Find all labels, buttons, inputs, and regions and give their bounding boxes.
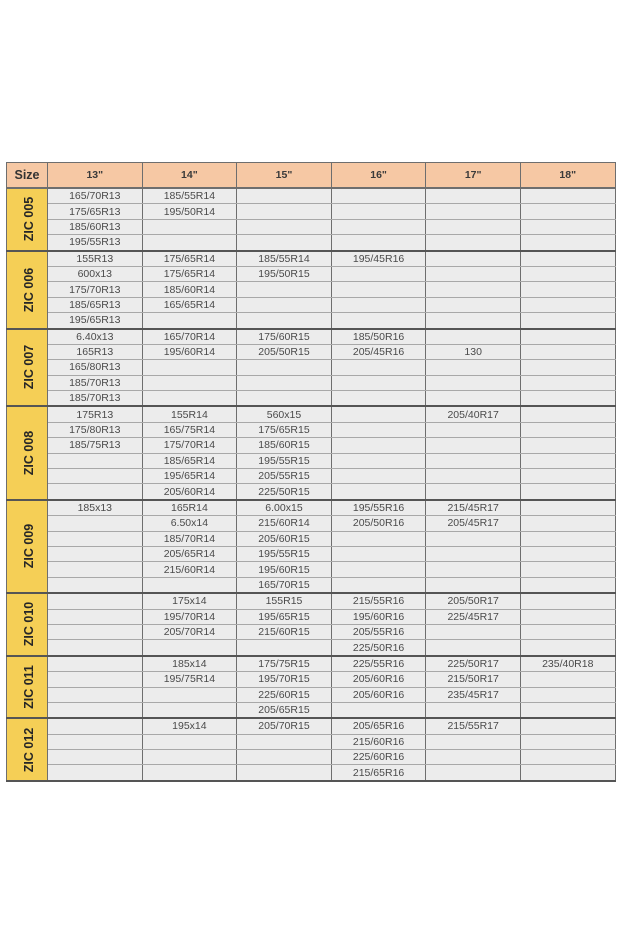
- size-cell: 225/50R15: [237, 484, 332, 500]
- size-cell: [142, 219, 237, 234]
- size-cell: 235/40R18: [520, 656, 615, 672]
- size-cell: 175x14: [142, 593, 237, 609]
- header-16in: 16": [331, 163, 426, 189]
- size-cell: [142, 734, 237, 749]
- size-cell: [426, 546, 521, 561]
- size-cell: [520, 204, 615, 219]
- size-cell: [331, 484, 426, 500]
- size-cell: [426, 577, 521, 593]
- size-cell: [142, 313, 237, 329]
- size-cell: [237, 375, 332, 390]
- table-row: [7, 656, 616, 672]
- size-cell: 195/55R15: [237, 453, 332, 468]
- group-label: ZIC 009: [22, 524, 37, 569]
- size-cell: 195/55R16: [331, 500, 426, 516]
- size-cell: 205/40R17: [426, 406, 521, 422]
- size-cell: [142, 360, 237, 375]
- table-row: [7, 391, 616, 407]
- table-row: [7, 329, 616, 345]
- size-cell: [520, 422, 615, 437]
- size-cell: [48, 531, 143, 546]
- size-cell: [237, 640, 332, 656]
- size-cell: [520, 297, 615, 312]
- size-cell: 185/60R14: [142, 282, 237, 297]
- size-cell: 155R13: [48, 251, 143, 267]
- group-label-cell: [7, 500, 48, 593]
- size-cell: [520, 219, 615, 234]
- group-label-cell: [7, 656, 48, 719]
- size-cell: [48, 702, 143, 718]
- table-row: [7, 702, 616, 718]
- size-cell: [520, 235, 615, 251]
- table-row: [7, 562, 616, 577]
- header-row: [7, 163, 616, 189]
- size-cell: 6.00x15: [237, 500, 332, 516]
- size-cell: [520, 500, 615, 516]
- size-cell: [331, 702, 426, 718]
- size-cell: 205/60R15: [237, 531, 332, 546]
- table-row: [7, 516, 616, 531]
- size-cell: [426, 375, 521, 390]
- size-cell: [426, 562, 521, 577]
- size-cell: 195/50R15: [237, 266, 332, 281]
- size-cell: [520, 577, 615, 593]
- table-row: [7, 687, 616, 702]
- size-cell: [142, 375, 237, 390]
- size-cell: [331, 406, 426, 422]
- size-cell: 165/70R14: [142, 329, 237, 345]
- size-cell: [331, 297, 426, 312]
- size-cell: [520, 765, 615, 781]
- table-row: [7, 313, 616, 329]
- size-cell: [48, 734, 143, 749]
- size-cell: [520, 609, 615, 624]
- table-row: [7, 593, 616, 609]
- size-cell: [520, 329, 615, 345]
- size-cell: [237, 313, 332, 329]
- size-cell: [520, 438, 615, 453]
- size-cell: 215/45R17: [426, 500, 521, 516]
- size-cell: [426, 624, 521, 639]
- size-cell: 195/65R14: [142, 469, 237, 484]
- size-cell: [331, 235, 426, 251]
- table-row: [7, 609, 616, 624]
- size-cell: 215/65R16: [331, 765, 426, 781]
- size-cell: [520, 391, 615, 407]
- size-cell: [520, 360, 615, 375]
- size-cell: 600x13: [48, 266, 143, 281]
- size-cell: [520, 718, 615, 734]
- table-row: [7, 624, 616, 639]
- group-label-cell: [7, 718, 48, 781]
- header-17in: 17": [426, 163, 521, 189]
- size-cell: [142, 391, 237, 407]
- size-cell: [426, 422, 521, 437]
- size-cell: 185x13: [48, 500, 143, 516]
- size-cell: 175/65R14: [142, 266, 237, 281]
- size-cell: 195/55R13: [48, 235, 143, 251]
- size-cell: 155R14: [142, 406, 237, 422]
- size-cell: [48, 562, 143, 577]
- size-cell: 185/70R14: [142, 531, 237, 546]
- group-label: ZIC 012: [22, 727, 37, 772]
- table-row: [7, 251, 616, 267]
- size-cell: 155R15: [237, 593, 332, 609]
- size-cell: 175/80R13: [48, 422, 143, 437]
- size-cell: 215/60R14: [237, 516, 332, 531]
- size-cell: [237, 204, 332, 219]
- size-cell: [48, 750, 143, 765]
- size-cell: 205/50R15: [237, 344, 332, 359]
- size-cell: [426, 640, 521, 656]
- size-cell: [426, 750, 521, 765]
- size-cell: [520, 672, 615, 687]
- size-cell: [237, 360, 332, 375]
- size-cell: 195/65R13: [48, 313, 143, 329]
- table-row: [7, 188, 616, 204]
- header-size: Size: [7, 163, 48, 189]
- size-cell: [331, 313, 426, 329]
- table-row: [7, 204, 616, 219]
- size-cell: 205/60R16: [331, 687, 426, 702]
- size-cell: 165/75R14: [142, 422, 237, 437]
- size-cell: [426, 313, 521, 329]
- size-cell: [237, 765, 332, 781]
- size-cell: 225/60R16: [331, 750, 426, 765]
- size-cell: 165/65R14: [142, 297, 237, 312]
- size-cell: [237, 750, 332, 765]
- size-cell: 205/45R17: [426, 516, 521, 531]
- table-row: [7, 577, 616, 593]
- size-cell: 205/65R14: [142, 546, 237, 561]
- size-cell: [331, 266, 426, 281]
- size-cell: 175/75R15: [237, 656, 332, 672]
- size-cell: 560x15: [237, 406, 332, 422]
- group-label: ZIC 006: [22, 267, 37, 312]
- size-cell: 195/55R15: [237, 546, 332, 561]
- table-row: [7, 235, 616, 251]
- group-label: ZIC 011: [21, 665, 36, 709]
- group-label: ZIC 007: [22, 345, 37, 390]
- size-cell: [331, 375, 426, 390]
- size-cell: [426, 469, 521, 484]
- size-cell: [426, 297, 521, 312]
- size-cell: 185/55R14: [142, 188, 237, 204]
- table-row: [7, 422, 616, 437]
- size-cell: [520, 750, 615, 765]
- size-cell: 195/75R14: [142, 672, 237, 687]
- table-row: [7, 531, 616, 546]
- size-cell: 195/70R15: [237, 672, 332, 687]
- size-cell: 225/50R16: [331, 640, 426, 656]
- header-15in: 15": [237, 163, 332, 189]
- table-row: [7, 734, 616, 749]
- size-cell: 185/75R13: [48, 438, 143, 453]
- size-cell: [331, 204, 426, 219]
- size-cell: 215/55R17: [426, 718, 521, 734]
- size-cell: 195/60R16: [331, 609, 426, 624]
- size-cell: [142, 687, 237, 702]
- size-cell: [48, 624, 143, 639]
- size-cell: [48, 672, 143, 687]
- size-cell: [426, 282, 521, 297]
- size-cell: 205/70R14: [142, 624, 237, 639]
- size-cell: 185x14: [142, 656, 237, 672]
- size-cell: 205/55R15: [237, 469, 332, 484]
- size-cell: [331, 219, 426, 234]
- size-cell: [426, 204, 521, 219]
- size-cell: [520, 484, 615, 500]
- size-cell: [331, 453, 426, 468]
- size-cell: [237, 219, 332, 234]
- size-cell: 130: [426, 344, 521, 359]
- size-cell: 175/65R15: [237, 422, 332, 437]
- size-cell: [426, 266, 521, 281]
- size-cell: 205/60R14: [142, 484, 237, 500]
- size-cell: 225/50R17: [426, 656, 521, 672]
- table-row: [7, 406, 616, 422]
- size-cell: 185/55R14: [237, 251, 332, 267]
- size-cell: [331, 562, 426, 577]
- size-cell: [48, 593, 143, 609]
- table-row: [7, 438, 616, 453]
- header-14in: 14": [142, 163, 237, 189]
- size-cell: 185/70R13: [48, 375, 143, 390]
- group-label: ZIC 005: [22, 197, 37, 242]
- size-cell: [331, 391, 426, 407]
- group-label-cell: [7, 406, 48, 499]
- size-cell: 185/70R13: [48, 391, 143, 407]
- size-cell: [426, 329, 521, 345]
- size-cell: [48, 453, 143, 468]
- size-cell: 215/55R16: [331, 593, 426, 609]
- size-cell: [426, 438, 521, 453]
- size-cell: [331, 577, 426, 593]
- size-cell: [520, 734, 615, 749]
- size-cell: [426, 235, 521, 251]
- group-label-cell: [7, 188, 48, 251]
- size-cell: 205/65R16: [331, 718, 426, 734]
- size-cell: 195/70R14: [142, 609, 237, 624]
- size-cell: 215/60R14: [142, 562, 237, 577]
- size-cell: [426, 188, 521, 204]
- size-cell: [48, 640, 143, 656]
- size-cell: [520, 687, 615, 702]
- size-cell: [142, 577, 237, 593]
- size-cell: [426, 251, 521, 267]
- size-cell: 205/45R16: [331, 344, 426, 359]
- size-cell: [142, 765, 237, 781]
- size-cell: 195/60R14: [142, 344, 237, 359]
- size-cell: [48, 484, 143, 500]
- size-cell: [426, 765, 521, 781]
- size-cell: 175/60R15: [237, 329, 332, 345]
- size-cell: [237, 391, 332, 407]
- size-cell: [48, 687, 143, 702]
- size-cell: [48, 609, 143, 624]
- table-row: [7, 469, 616, 484]
- size-cell: 185/65R13: [48, 297, 143, 312]
- size-cell: [520, 344, 615, 359]
- size-cell: 175/70R14: [142, 438, 237, 453]
- size-cell: 195x14: [142, 718, 237, 734]
- size-cell: [331, 422, 426, 437]
- size-cell: 205/55R16: [331, 624, 426, 639]
- size-cell: 225/45R17: [426, 609, 521, 624]
- size-cell: 205/50R16: [331, 516, 426, 531]
- size-cell: 185/65R14: [142, 453, 237, 468]
- size-cell: [520, 453, 615, 468]
- size-cell: [331, 531, 426, 546]
- size-cell: [520, 546, 615, 561]
- size-cell: 225/60R15: [237, 687, 332, 702]
- size-cell: [426, 484, 521, 500]
- table-row: [7, 344, 616, 359]
- table-body: [7, 188, 616, 781]
- group-label: ZIC 008: [22, 430, 37, 476]
- size-cell: 175/65R13: [48, 204, 143, 219]
- size-cell: 165R14: [142, 500, 237, 516]
- table-row: [7, 360, 616, 375]
- size-cell: 195/45R16: [331, 251, 426, 267]
- size-cell: 6.50x14: [142, 516, 237, 531]
- size-cell: 6.40x13: [48, 329, 143, 345]
- size-cell: [237, 282, 332, 297]
- size-cell: [48, 546, 143, 561]
- table-row: [7, 750, 616, 765]
- size-cell: [520, 562, 615, 577]
- size-cell: [48, 516, 143, 531]
- size-cell: 165/70R13: [48, 188, 143, 204]
- size-cell: 185/60R13: [48, 219, 143, 234]
- size-cell: [520, 406, 615, 422]
- table-row: [7, 484, 616, 500]
- table-row: [7, 453, 616, 468]
- size-cell: [520, 188, 615, 204]
- size-cell: [426, 219, 521, 234]
- table-row: [7, 266, 616, 281]
- size-cell: 175/70R13: [48, 282, 143, 297]
- size-cell: 185/50R16: [331, 329, 426, 345]
- size-cell: 235/45R17: [426, 687, 521, 702]
- size-cell: [520, 251, 615, 267]
- size-cell: [237, 188, 332, 204]
- size-cell: [520, 282, 615, 297]
- size-cell: 195/65R15: [237, 609, 332, 624]
- size-cell: 165/70R15: [237, 577, 332, 593]
- size-cell: 165/80R13: [48, 360, 143, 375]
- size-cell: [520, 531, 615, 546]
- size-cell: [426, 702, 521, 718]
- size-cell: [331, 188, 426, 204]
- size-cell: [48, 765, 143, 781]
- size-cell: [426, 734, 521, 749]
- size-cell: 205/60R16: [331, 672, 426, 687]
- size-cell: 215/60R16: [331, 734, 426, 749]
- size-cell: [331, 282, 426, 297]
- table-row: [7, 282, 616, 297]
- group-label-cell: [7, 593, 48, 656]
- table-row: [7, 640, 616, 656]
- size-cell: [237, 235, 332, 251]
- size-cell: 175R13: [48, 406, 143, 422]
- size-cell: 205/50R17: [426, 593, 521, 609]
- size-cell: 165R13: [48, 344, 143, 359]
- size-cell: [520, 469, 615, 484]
- table-row: [7, 375, 616, 390]
- size-cell: [48, 577, 143, 593]
- size-cell: [48, 718, 143, 734]
- size-cell: [237, 734, 332, 749]
- header-18in: 18": [520, 163, 615, 189]
- table-row: [7, 765, 616, 781]
- table-row: [7, 219, 616, 234]
- group-label-cell: [7, 329, 48, 407]
- size-cell: 215/50R17: [426, 672, 521, 687]
- size-cell: [520, 593, 615, 609]
- size-cell: [48, 469, 143, 484]
- size-cell: [520, 640, 615, 656]
- table-row: [7, 546, 616, 561]
- size-cell: [520, 266, 615, 281]
- size-cell: [142, 235, 237, 251]
- size-cell: 205/70R15: [237, 718, 332, 734]
- size-cell: [48, 656, 143, 672]
- size-cell: [331, 469, 426, 484]
- size-cell: 225/55R16: [331, 656, 426, 672]
- size-cell: 175/65R14: [142, 251, 237, 267]
- size-cell: [520, 516, 615, 531]
- size-cell: [520, 375, 615, 390]
- size-cell: 215/60R15: [237, 624, 332, 639]
- size-cell: [237, 297, 332, 312]
- size-cell: [331, 360, 426, 375]
- size-cell: [426, 453, 521, 468]
- size-cell: 195/50R14: [142, 204, 237, 219]
- size-cell: [331, 438, 426, 453]
- size-cell: [520, 702, 615, 718]
- size-cell: [142, 702, 237, 718]
- size-cell: [426, 531, 521, 546]
- size-cell: [520, 313, 615, 329]
- size-cell: [520, 624, 615, 639]
- size-cell: 185/60R15: [237, 438, 332, 453]
- size-cell: 205/65R15: [237, 702, 332, 718]
- table-row: [7, 718, 616, 734]
- size-cell: 195/60R15: [237, 562, 332, 577]
- size-cell: [142, 640, 237, 656]
- group-label: ZIC 010: [22, 602, 37, 647]
- tire-size-chart: [6, 162, 615, 782]
- table-row: [7, 672, 616, 687]
- size-cell: [426, 360, 521, 375]
- table-row: [7, 500, 616, 516]
- header-13in: 13": [48, 163, 143, 189]
- size-cell: [142, 750, 237, 765]
- group-label-cell: [7, 251, 48, 329]
- size-cell: [331, 546, 426, 561]
- size-cell: [426, 391, 521, 407]
- size-table: [6, 162, 616, 782]
- table-row: [7, 297, 616, 312]
